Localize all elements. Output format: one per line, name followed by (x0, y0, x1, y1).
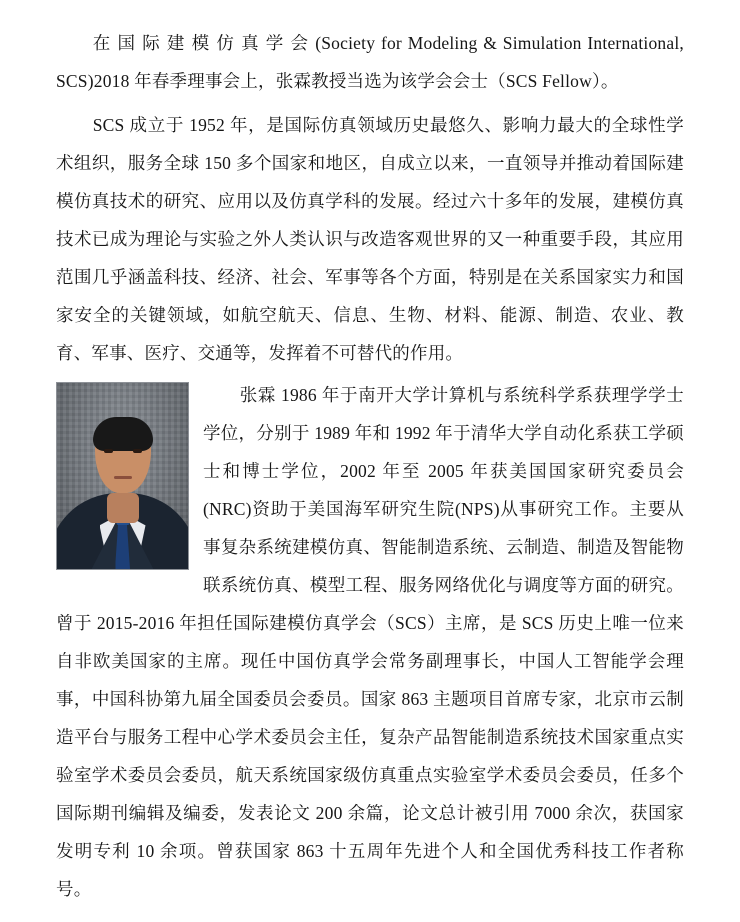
document-body (56, 24, 684, 908)
portrait-figure (56, 382, 189, 570)
portrait-mouth (114, 476, 132, 479)
portrait-neck (107, 493, 139, 523)
paragraph-biography: 张霖 1986 年于南开大学计算机与系统科学系获理学学士学位，分别于 1989 年和 1992 年于清华大学自动化系获工学硕士和博士学位，2002 年至 2005 年获美国国家研究委员会(NRC)资助于美国海军研究生院(NPS)从事研究工作。主要从事复杂系统建模仿真、智能制造系统、云制造、制造及智能物联系统仿真、模型工程、服务网络优化与调度等方面的研究。曾于 2015-2016 年担任国际建模仿真学会（SCS）主席，是 SCS 历史上唯一位来自非欧美国家的主席。现任中国仿真学会常务副理事长，中国人工智能学会理事，中国科协第九届全国委员会委员。国家 863 主题项目首席专家，北京市云制造平台与服务工程中心学术委员会主任，复杂产品智能制造系统技术国家重点实验室学术委员会委员，航天系统国家级仿真重点实验室学术委员会委员，任多个国际期刊编辑及编委，发表论文 200 余篇，论文总计被引用 7000 余次，获国家发明专利 10 余项。曾获国家 863 十五周年先进个人和全国优秀科技工作者称号。 (56, 385, 684, 899)
portrait-photo (56, 382, 189, 570)
portrait-eye-left (104, 449, 113, 453)
portrait-hair (93, 417, 153, 451)
paragraph-scs-introduction: SCS 成立于 1952 年，是国际仿真领域历史最悠久、影响力最大的全球性学术组织，服务全球 150 多个国家和地区，自成立以来，一直领导并推动着国际建模仿真技术的研究、应用以及仿真学科的发展。经过六十多年的发展，建模仿真技术已成为理论与实验之外人类认识与改造客观世界的又一种重要手段，其应用范围几乎涵盖科技、经济、社会、军事等各个方面，特别是在关系国家实力和国家安全的关键领域，如航空航天、信息、生物、材料、能源、制造、农业、教育、军事、医疗、交通等，发挥着不可替代的作用。 (56, 115, 684, 363)
portrait-eye-right (133, 449, 142, 453)
paragraph-award-announcement: 在 国 际 建 模 仿 真 学 会 (Society for Modeling & Simulation International, SCS)2018 年春季理事会上，张霖教授当选为该学会会士（SCS Fellow）。 (56, 33, 684, 91)
biography-block (56, 376, 684, 908)
